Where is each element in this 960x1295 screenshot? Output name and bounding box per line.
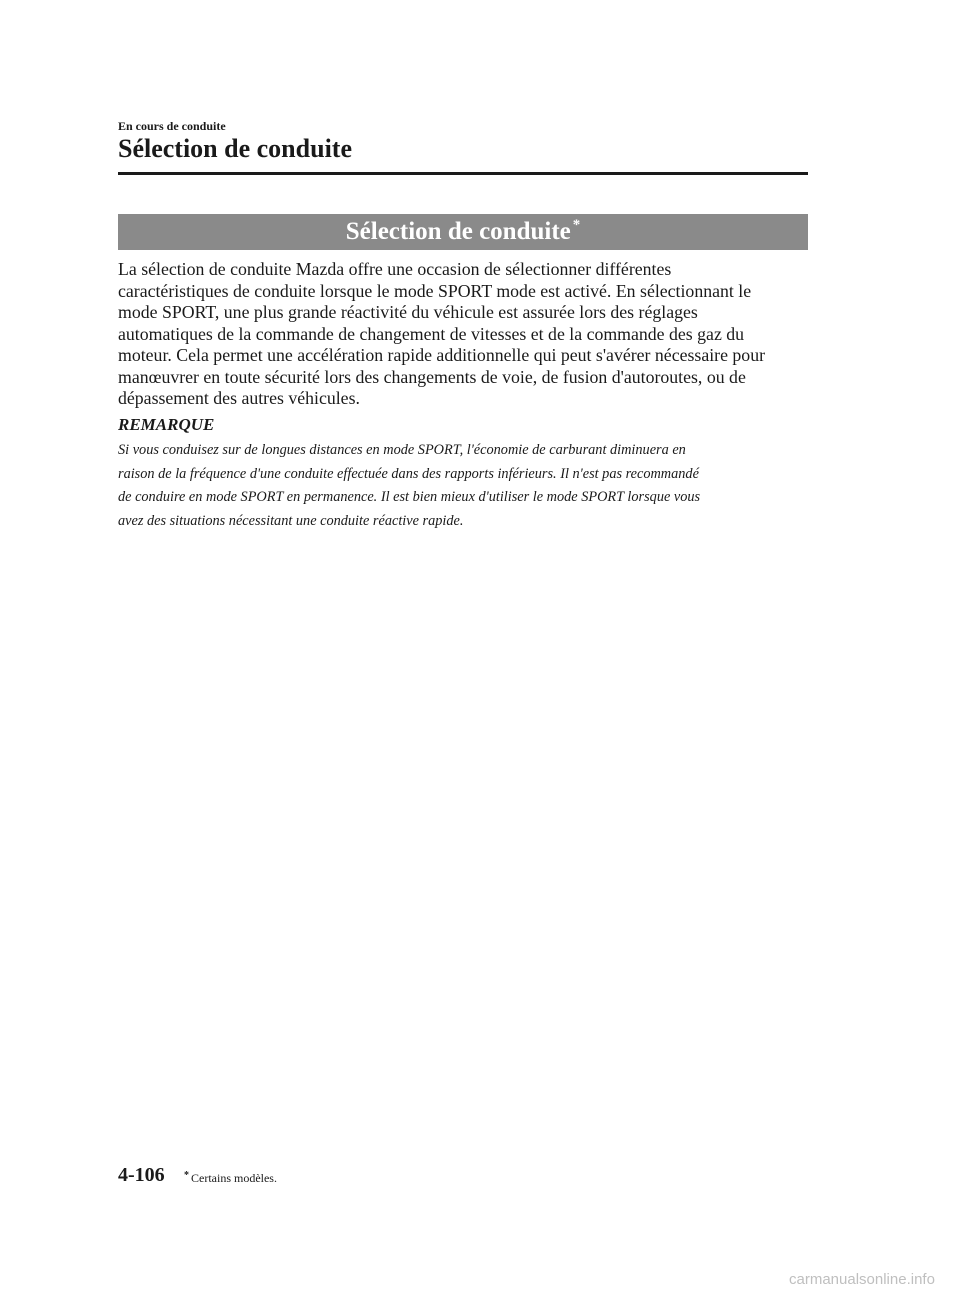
note-line: Si vous conduisez sur de longues distances en mode SPORT, l'économie de carburant diminuera en	[118, 442, 686, 458]
page-title: Sélection de conduite	[118, 134, 352, 163]
body-line: caractéristiques de conduite lorsque le mode SPORT mode est activé. En sélectionnant le	[118, 280, 752, 301]
page-number: 4-106	[118, 1164, 165, 1186]
footnote-text: Certains modèles.	[191, 1171, 277, 1185]
note-text	[118, 439, 808, 533]
body-line: La sélection de conduite Mazda offre une occasion de sélectionner différentes	[118, 259, 672, 279]
certain-models-marker: *	[572, 216, 581, 233]
body-line: mode SPORT, une plus grande réactivité du véhicule est assurée lors des réglages	[118, 302, 698, 322]
body-line: dépassement des autres véhicules.	[118, 388, 360, 408]
note-heading: REMARQUE	[118, 415, 215, 434]
body-line: moteur. Cela permet une accélération rapide additionnelle qui peut s'avérer nécessaire pour	[118, 345, 766, 365]
footnote-marker: *	[184, 1170, 189, 1181]
body-line: manœuvrer en toute sécurité lors des changements de voie, de fusion d'autoroutes, ou de	[118, 366, 746, 387]
body-paragraph	[118, 259, 808, 410]
note-line: avez des situations nécessitant une conduite réactive rapide.	[118, 512, 464, 529]
note-line: raison de la fréquence d'une conduite effectuée dans des rapports inférieurs. Il n'est pas recommandé	[118, 465, 699, 482]
footnote	[184, 1171, 277, 1186]
note-line: de conduire en mode SPORT en permanence. Il est bien mieux d'utiliser le mode SPORT lorsque vous	[118, 489, 701, 506]
section-heading: Sélection de conduite	[345, 218, 571, 245]
title-divider	[118, 172, 808, 175]
section-heading-banner	[118, 214, 808, 250]
watermark: carmanualsonline.info	[789, 1271, 935, 1288]
body-line: automatiques de la commande de changement de vitesses et de la commande des gaz du	[118, 323, 745, 344]
section-label: En cours de conduite	[118, 119, 226, 133]
